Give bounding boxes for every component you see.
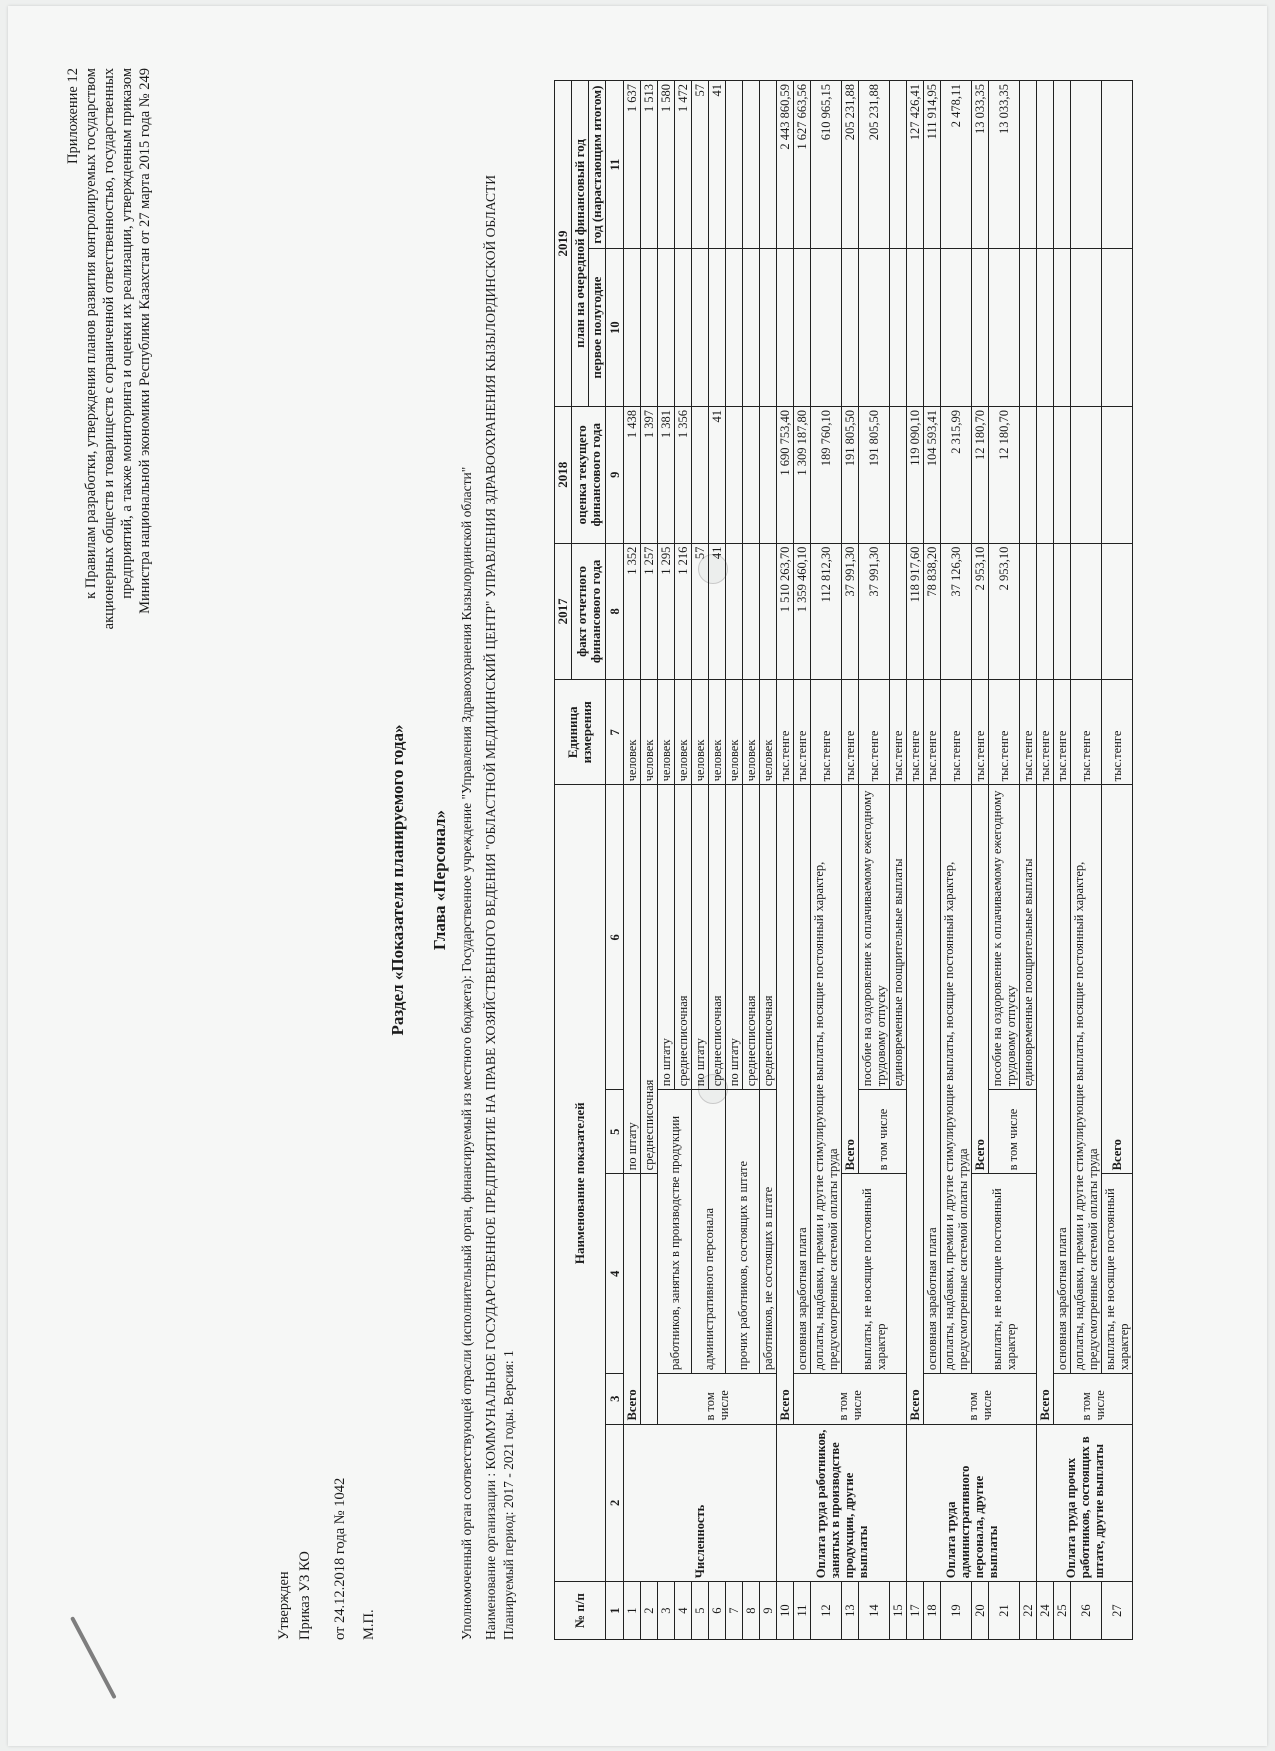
cell-unit: человек — [675, 680, 692, 785]
approval-order: Приказ УЗ КО — [297, 1551, 313, 1640]
row-number: 24 — [1037, 1582, 1054, 1640]
cell-value: 37 991,30 — [859, 543, 890, 680]
appendix-note — [64, 68, 154, 688]
org-info — [458, 80, 524, 1640]
cell-value — [641, 249, 658, 407]
cell-label: выплаты, не носящие постоянный характер — [1102, 1174, 1133, 1374]
cell-value — [675, 249, 692, 407]
cell-value — [1071, 249, 1102, 407]
col-number: 1 — [606, 1582, 624, 1640]
cell-label: Всего — [1037, 785, 1054, 1424]
approval-block — [274, 1340, 380, 1640]
cell-label: среднесписочная — [743, 785, 760, 1090]
cell-label: по штату — [624, 785, 641, 1174]
cell-value — [743, 406, 760, 543]
cell-value: 111 914,95 — [924, 81, 941, 249]
cell-label: административного персонала — [692, 1090, 726, 1374]
cell-value: 1 472 — [675, 81, 692, 249]
cell-value — [760, 81, 777, 249]
cell-label: Всего — [777, 785, 794, 1424]
cell-value — [1102, 249, 1133, 407]
cell-value: 57 — [692, 543, 709, 680]
cell-value — [1054, 543, 1071, 680]
row-number: 6 — [709, 1582, 726, 1640]
cell-label: пособие на оздоровление к оплачиваемому ежегодному трудовому отпуску — [859, 785, 890, 1090]
cell-value — [624, 249, 641, 407]
cell-value: 1 309 187,80 — [794, 406, 811, 543]
cell-label: единовременные поощрительные выплаты — [1020, 785, 1037, 1090]
cell-value — [941, 249, 972, 407]
appendix-line: к Правилам разработки, утверждения планов развития контролируемых государством — [83, 68, 99, 599]
cell-value — [726, 81, 743, 249]
col-number: 9 — [606, 406, 624, 543]
row-number: 7 — [726, 1582, 743, 1640]
table-row — [924, 81, 941, 1640]
cell-label: основная заработная плата — [1054, 785, 1071, 1374]
cell-unit: тыс.тенге — [1037, 680, 1054, 785]
row-number: 27 — [1102, 1582, 1133, 1640]
cell-unit: тыс.тенге — [1054, 680, 1071, 785]
cell-value — [1020, 406, 1037, 543]
cell-unit: тыс.тенге — [859, 680, 890, 785]
cell-label: в том числе — [794, 1374, 907, 1424]
cell-value — [1037, 406, 1054, 543]
cell-value — [1020, 81, 1037, 249]
row-number: 21 — [989, 1582, 1020, 1640]
cell-value: 1 352 — [624, 543, 641, 680]
group-label: Оплата труда прочих работников, состоящих в штате, другие выплаты — [1037, 1424, 1133, 1582]
cell-unit: тыс.тенге — [794, 680, 811, 785]
row-number: 11 — [794, 1582, 811, 1640]
col-number: 11 — [606, 81, 624, 249]
cell-unit: тыс.тенге — [989, 680, 1020, 785]
cell-value — [890, 249, 907, 407]
cell-value — [743, 543, 760, 680]
cell-value: 610 965,15 — [811, 81, 842, 249]
cell-value: 37 991,30 — [842, 543, 859, 680]
cell-label: пособие на оздоровление к оплачиваемому ежегодному трудовому отпуску — [989, 785, 1020, 1090]
cell-value — [1102, 406, 1133, 543]
cell-label: по штату — [658, 785, 675, 1090]
cell-value — [1037, 81, 1054, 249]
cell-value — [1054, 81, 1071, 249]
cell-label: Всего — [624, 1174, 641, 1424]
cell-label: среднесписочная — [675, 785, 692, 1090]
cell-value — [726, 249, 743, 407]
cell-value — [760, 249, 777, 407]
cell-value — [743, 249, 760, 407]
cell-value: 2 953,10 — [989, 543, 1020, 680]
cell-label: по штату — [726, 785, 743, 1090]
cell-value — [1054, 249, 1071, 407]
cell-unit: человек — [692, 680, 709, 785]
cell-label: в том числе — [924, 1374, 1037, 1424]
cell-value — [1071, 406, 1102, 543]
cell-value — [907, 249, 924, 407]
row-number: 8 — [743, 1582, 760, 1640]
cell-value: 37 126,30 — [941, 543, 972, 680]
cell-value — [1020, 543, 1037, 680]
row-number: 26 — [1071, 1582, 1102, 1640]
cell-value — [842, 249, 859, 407]
table-row — [907, 81, 924, 1640]
header-plan: план на очередной финансовый год — [572, 81, 589, 407]
col-number: 8 — [606, 543, 624, 680]
cell-value — [1102, 81, 1133, 249]
cell-value — [760, 406, 777, 543]
row-number: 10 — [777, 1582, 794, 1640]
cell-value — [859, 249, 890, 407]
cell-value: 1 381 — [658, 406, 675, 543]
cell-value — [794, 249, 811, 407]
table-row — [624, 81, 641, 1640]
cell-label: в том числе — [1054, 1374, 1133, 1424]
col-number: 3 — [606, 1374, 624, 1424]
table-row — [641, 81, 658, 1640]
cell-value: 1 690 753,40 — [777, 406, 794, 543]
appendix-line: акционерных обществ и товариществ с ограниченной ответственностью, государственных — [101, 68, 117, 630]
approval-seal: М.П. — [361, 1609, 377, 1640]
row-number: 25 — [1054, 1582, 1071, 1640]
cell-value — [726, 406, 743, 543]
row-number: 15 — [890, 1582, 907, 1640]
cell-value: 78 838,20 — [924, 543, 941, 680]
cell-value: 1 257 — [641, 543, 658, 680]
cell-label: среднесписочная — [709, 785, 726, 1090]
cell-label: выплаты, не носящие постоянный характер — [972, 1174, 1037, 1374]
cell-unit: человек — [709, 680, 726, 785]
section-title: Раздел «Показатели планируемого года» — [388, 724, 407, 1036]
cell-value — [692, 406, 709, 543]
authority-line: Уполномоченный орган соответствующей отрасли (исполнительный орган, финансируемый из местного бюджета): Государственное учреждение "Управления Здравоохранения Кызылординской области" — [459, 466, 474, 1640]
cell-value: 1 397 — [641, 406, 658, 543]
col-number: 2 — [606, 1424, 624, 1582]
row-number: 17 — [907, 1582, 924, 1640]
cell-value: 12 180,70 — [972, 406, 989, 543]
header-name: Наименование показателей — [555, 785, 606, 1582]
row-number: 1 — [624, 1582, 641, 1640]
cell-value: 41 — [709, 543, 726, 680]
cell-value: 1 627 663,56 — [794, 81, 811, 249]
cell-value: 104 593,41 — [924, 406, 941, 543]
appendix-line: Министра национальной экономики Республики Казахстан от 27 марта 2015 года № 249 — [137, 68, 153, 614]
cell-unit: тыс.тенге — [941, 680, 972, 785]
cell-label: в том числе — [859, 1090, 907, 1174]
cell-unit: тыс.тенге — [924, 680, 941, 785]
cell-label: единовременные поощрительные выплаты — [890, 785, 907, 1090]
header-num: № п/п — [555, 1582, 606, 1640]
cell-label: прочих работников, состоящих в штате — [726, 1090, 760, 1374]
org-name-line: Наименование организации : КОММУНАЛЬНОЕ ГОСУДАРСТВЕННОЕ ПРЕДПРИЯТИЕ НА ПРАВЕ ХОЗЯЙСТВЕННОГО ВЕДЕНИЯ "ОБЛАСТНОЙ МЕДИЦИНСКИЙ ЦЕНТР" УПРАВЛЕНИЯ ЗДРАВООХРАНЕНИЯ КЫЗЫЛОРДИНСКОЙ ОБЛАСТИ — [483, 175, 498, 1640]
cell-label: по штату — [692, 785, 709, 1090]
approval-label: Утвержден — [276, 1571, 292, 1640]
cell-value — [811, 249, 842, 407]
col-number: 7 — [606, 680, 624, 785]
cell-value: 41 — [709, 81, 726, 249]
cell-label: Всего — [842, 785, 859, 1174]
cell-value: 41 — [709, 406, 726, 543]
cell-value: 1 359 460,10 — [794, 543, 811, 680]
row-number: 9 — [760, 1582, 777, 1640]
cell-value: 1 216 — [675, 543, 692, 680]
header-estimate: оценка текущего финансового года — [572, 406, 606, 543]
table-row — [794, 81, 811, 1640]
appendix-line: предприятий, а также мониторинга и оценки их реализации, утвержденным приказом — [119, 68, 135, 599]
header-half: первое полугодие — [589, 249, 606, 407]
cell-label: основная заработная плата — [924, 785, 941, 1374]
cell-value: 2 953,10 — [972, 543, 989, 680]
cell-value — [726, 543, 743, 680]
cell-unit: тыс.тенге — [1020, 680, 1037, 785]
cell-label: среднесписочная — [760, 785, 777, 1090]
cell-unit: человек — [760, 680, 777, 785]
cell-value: 2 443 860,59 — [777, 81, 794, 249]
rotated-document — [6, 20, 1246, 1740]
row-number: 20 — [972, 1582, 989, 1640]
appendix-number: Приложение 12 — [65, 68, 81, 164]
cell-value: 189 760,10 — [811, 406, 842, 543]
cell-value — [658, 249, 675, 407]
cell-label: в том числе — [989, 1090, 1037, 1174]
cell-unit: человек — [658, 680, 675, 785]
cell-value: 2 478,11 — [941, 81, 972, 249]
cell-label: доплаты, надбавки, премии и другие стимулирующие выплаты, носящие постоянный характер, предусмотренные системой оплаты труда — [941, 785, 972, 1374]
header-2019: 2019 — [555, 81, 572, 407]
cell-label: доплаты, надбавки, премии и другие стимулирующие выплаты, носящие постоянный характер, предусмотренные системой оплаты труда — [1071, 785, 1102, 1374]
row-number: 12 — [811, 1582, 842, 1640]
cell-label: основная заработная плата — [794, 785, 811, 1374]
cell-label: доплаты, надбавки, премии и другие стимулирующие выплаты, носящие постоянный характер, предусмотренные системой оплаты труда — [811, 785, 842, 1374]
cell-label: работников, не состоящих в штате — [760, 1090, 777, 1374]
cell-value — [1054, 406, 1071, 543]
cell-value — [890, 543, 907, 680]
cell-label — [641, 1174, 658, 1424]
cell-value — [743, 81, 760, 249]
cell-label: Всего — [972, 785, 989, 1174]
cell-value: 191 805,50 — [842, 406, 859, 543]
cell-label: в том числе — [658, 1374, 777, 1424]
approval-date: от 24.12.2018 года № 1042 — [332, 1477, 348, 1640]
cell-value: 12 180,70 — [989, 406, 1020, 543]
cell-value — [890, 81, 907, 249]
cell-value — [692, 249, 709, 407]
cell-label: среднесписочная — [641, 785, 658, 1174]
cell-value: 1 580 — [658, 81, 675, 249]
cell-value: 1 637 — [624, 81, 641, 249]
cell-value — [1071, 543, 1102, 680]
cell-value: 2 315,99 — [941, 406, 972, 543]
table-row — [658, 81, 675, 1640]
cell-value: 57 — [692, 81, 709, 249]
cell-value — [972, 249, 989, 407]
group-label: Численность — [624, 1424, 777, 1582]
cell-unit: тыс.тенге — [811, 680, 842, 785]
cell-unit: человек — [743, 680, 760, 785]
cell-label: Всего — [907, 785, 924, 1424]
cell-unit: тыс.тенге — [907, 680, 924, 785]
cell-value — [1037, 543, 1054, 680]
cell-value — [924, 249, 941, 407]
cell-unit: тыс.тенге — [842, 680, 859, 785]
group-label: Оплата труда работников, занятых в производстве продукции, другие выплаты — [777, 1424, 907, 1582]
cell-value: 1 513 — [641, 81, 658, 249]
cell-unit: тыс.тенге — [777, 680, 794, 785]
header-2018: 2018 — [555, 406, 572, 543]
cell-value: 1 438 — [624, 406, 641, 543]
cell-value: 119 090,10 — [907, 406, 924, 543]
table-row — [1037, 81, 1054, 1640]
cell-value: 1 295 — [658, 543, 675, 680]
chapter-title: Глава «Персонал» — [430, 809, 449, 951]
cell-value — [890, 406, 907, 543]
row-number: 4 — [675, 1582, 692, 1640]
row-number: 18 — [924, 1582, 941, 1640]
cell-value: 205 231,88 — [842, 81, 859, 249]
group-label: Оплата труда административного персонала, другие выплаты — [907, 1424, 1037, 1582]
cell-value — [1037, 249, 1054, 407]
col-number: 6 — [606, 785, 624, 1090]
cell-value: 13 033,35 — [972, 81, 989, 249]
cell-value — [1102, 543, 1133, 680]
col-number: 10 — [606, 249, 624, 407]
cell-value: 191 805,50 — [859, 406, 890, 543]
header-2017: 2017 — [555, 543, 572, 680]
row-number: 14 — [859, 1582, 890, 1640]
header-fact: факт отчетного финансового года — [572, 543, 606, 680]
header-year: год (нарастающим итогом) — [589, 81, 606, 249]
period-line: Планируемый период: 2017 - 2021 годы. Версия: 1 — [501, 1350, 516, 1640]
cell-value: 13 033,35 — [989, 81, 1020, 249]
row-number: 22 — [1020, 1582, 1037, 1640]
cell-unit: человек — [726, 680, 743, 785]
cell-value: 127 426,41 — [907, 81, 924, 249]
cell-unit: человек — [641, 680, 658, 785]
cell-value — [1071, 81, 1102, 249]
cell-value: 112 812,30 — [811, 543, 842, 680]
cell-unit: тыс.тенге — [890, 680, 907, 785]
row-number: 2 — [641, 1582, 658, 1640]
cell-label: Всего — [1102, 785, 1133, 1174]
table-row — [777, 81, 794, 1640]
cell-unit: тыс.тенге — [972, 680, 989, 785]
cell-value: 1 356 — [675, 406, 692, 543]
cell-label: выплаты, не носящие постоянный характер — [842, 1174, 907, 1374]
table-row — [1054, 81, 1071, 1640]
cell-value — [777, 249, 794, 407]
row-number: 5 — [692, 1582, 709, 1640]
cell-value: 1 510 263,70 — [777, 543, 794, 680]
cell-value — [760, 543, 777, 680]
row-number: 19 — [941, 1582, 972, 1640]
col-number: 5 — [606, 1090, 624, 1174]
cell-value — [989, 249, 1020, 407]
cell-unit: тыс.тенге — [1071, 680, 1102, 785]
cell-value: 205 231,88 — [859, 81, 890, 249]
cell-unit: человек — [624, 680, 641, 785]
cell-unit: тыс.тенге — [1102, 680, 1133, 785]
row-number: 3 — [658, 1582, 675, 1640]
cell-value — [1020, 249, 1037, 407]
personnel-table — [554, 80, 1133, 1640]
cell-label: работников, занятых в производстве продукции — [658, 1090, 692, 1374]
cell-value — [709, 249, 726, 407]
header-unit: Единица измерения — [555, 680, 606, 785]
row-number: 13 — [842, 1582, 859, 1640]
cell-value: 118 917,60 — [907, 543, 924, 680]
col-number: 4 — [606, 1174, 624, 1374]
